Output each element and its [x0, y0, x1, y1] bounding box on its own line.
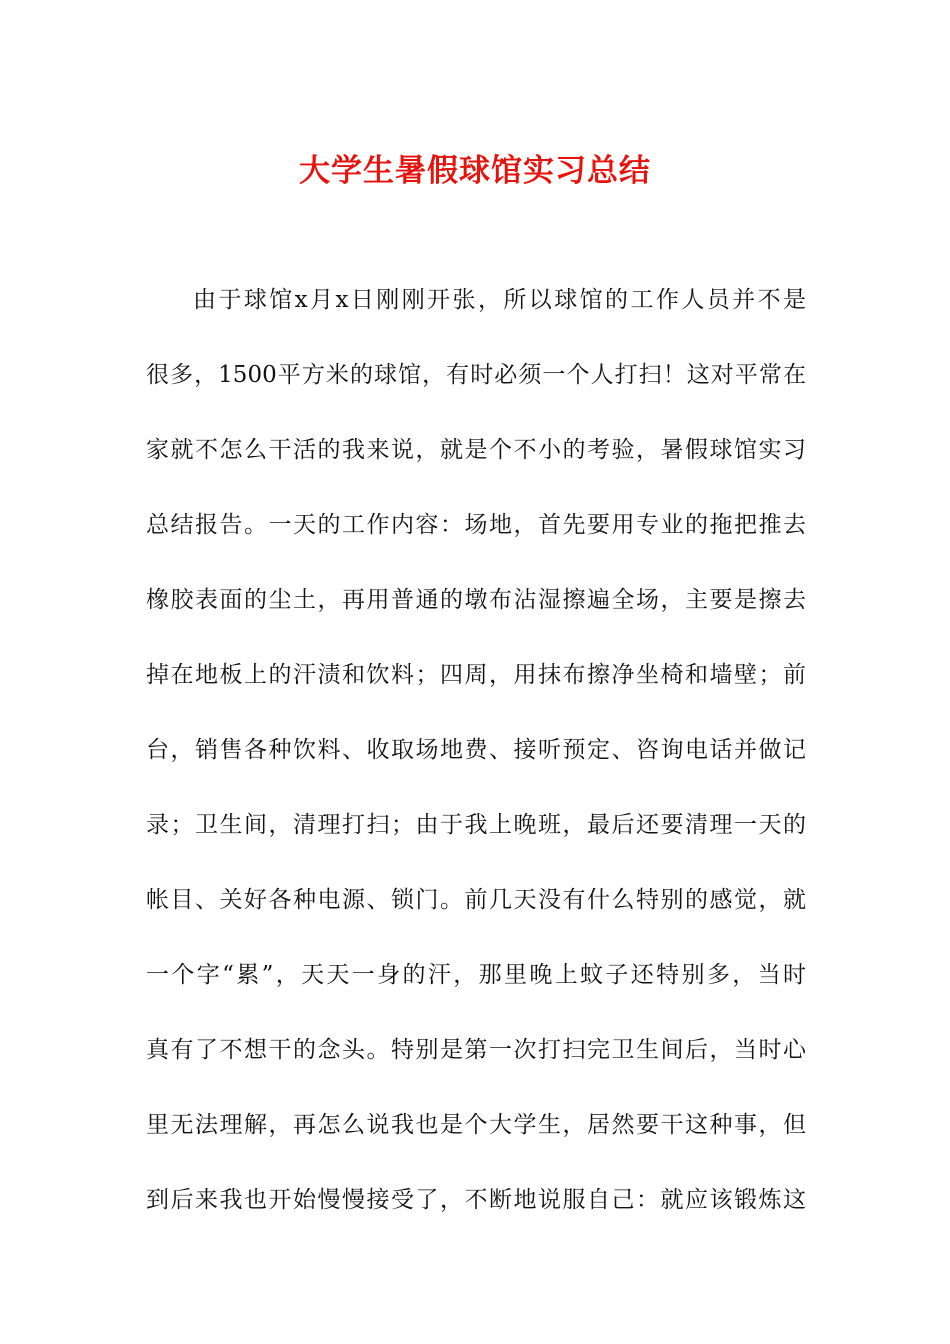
text-line: 录；卫生间，清理打扫；由于我上晚班，最后还要清理一天的 [146, 812, 806, 838]
text-line: 很多，1500平方米的球馆，有时必须一个人打扫！这对平常在 [146, 362, 806, 388]
text-line: 台，销售各种饮料、收取场地费、接听预定、咨询电话并做记 [146, 737, 806, 763]
body-paragraph [146, 282, 806, 1257]
text-line: 橡胶表面的尘土，再用普通的墩布沾湿擦遍全场，主要是擦去 [146, 587, 806, 613]
text-line: 掉在地板上的汗渍和饮料；四周，用抹布擦净坐椅和墙壁；前 [146, 662, 806, 688]
text-line: 由于球馆x月x日刚刚开张，所以球馆的工作人员并不是 [193, 287, 806, 313]
text-line: 真有了不想干的念头。特别是第一次打扫完卫生间后，当时心 [146, 1037, 806, 1063]
text-line: 到后来我也开始慢慢接受了，不断地说服自己：就应该锻炼这 [146, 1187, 806, 1213]
document-title: 大学生暑假球馆实习总结 [299, 153, 651, 189]
text-line: 一个字“累”，天天一身的汗，那里晚上蚊子还特别多，当时 [146, 962, 806, 988]
text-line: 帐目、关好各种电源、锁门。前几天没有什么特别的感觉，就 [146, 887, 806, 913]
text-line: 总结报告。一天的工作内容：场地，首先要用专业的拖把推去 [146, 512, 806, 538]
text-line: 里无法理解，再怎么说我也是个大学生，居然要干这种事，但 [146, 1112, 806, 1138]
text-line: 家就不怎么干活的我来说，就是个不小的考验，暑假球馆实习 [146, 437, 806, 463]
